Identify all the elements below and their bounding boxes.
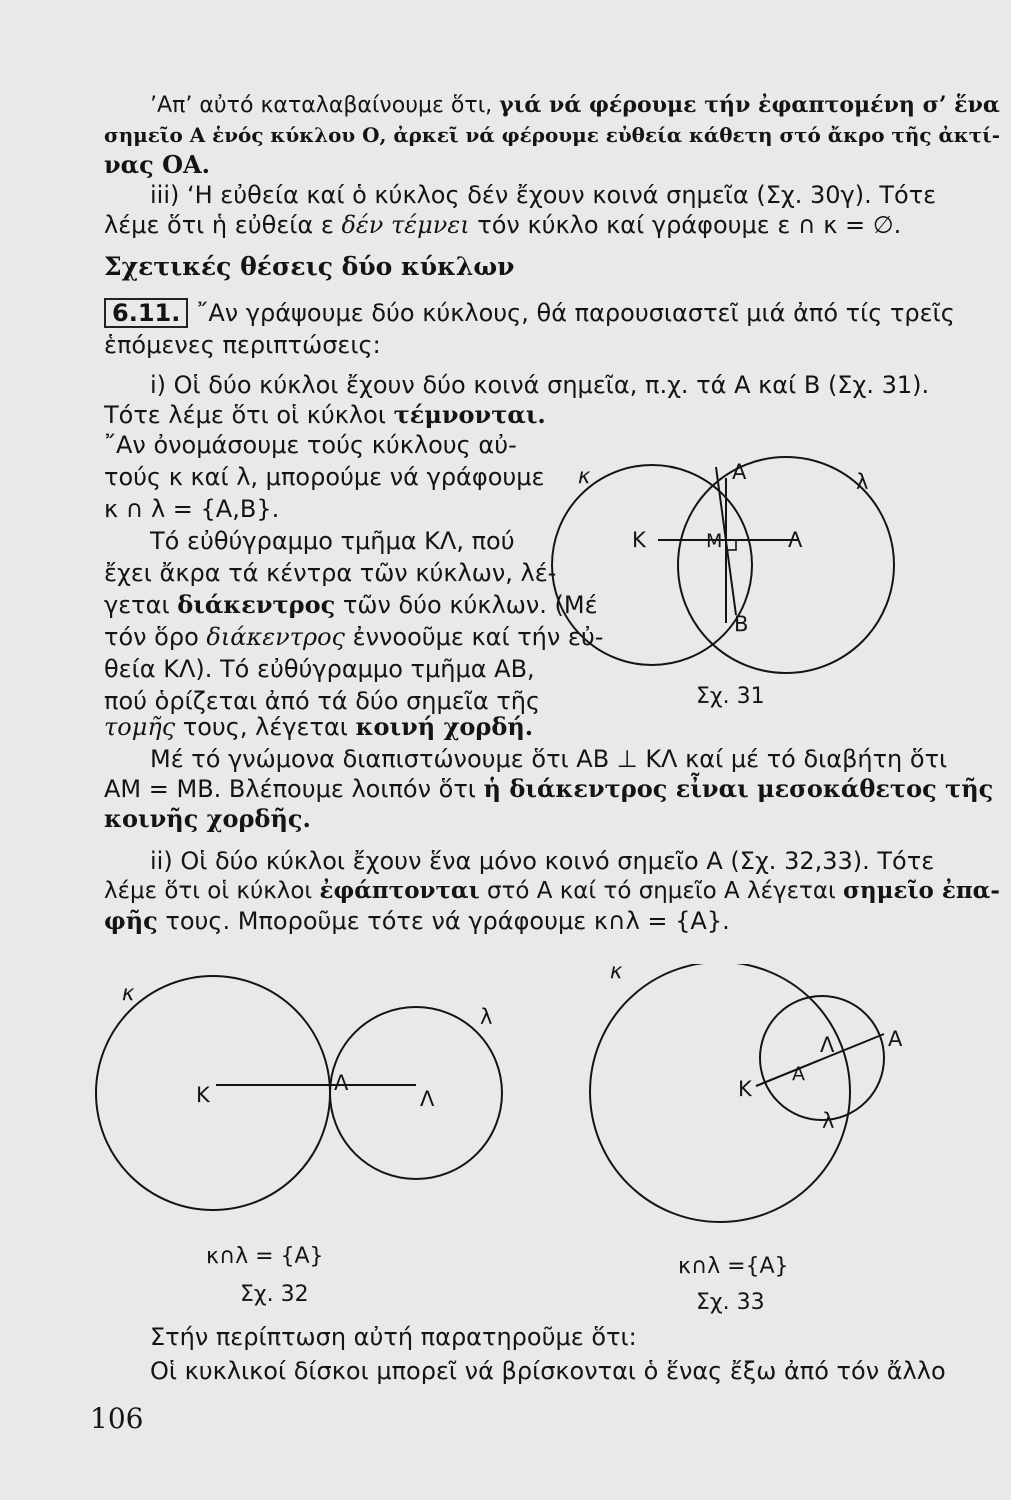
text-line: ’Απ’ αὐτό καταλαβαίνουμε ὅτι, γιά νά φέρουμε τήν ἐφαπτομένη σ’ ἕνα	[150, 92, 1000, 118]
label-k: Κ	[196, 1083, 210, 1107]
text-line: ῎Αν ὀνομάσουμε τούς κύκλους αὐ-	[104, 431, 517, 459]
text-line: θεία ΚΛ). Τό εὐθύγραμμο τμῆμα ΑΒ,	[104, 655, 535, 683]
text-line: κ ∩ λ = {Α,Β}.	[104, 495, 280, 523]
label-k: Κ	[632, 528, 646, 552]
figure-31	[540, 455, 910, 685]
circle-kappa	[590, 964, 850, 1222]
text-line: τομῆς τους, λέγεται κοινή χορδή.	[104, 712, 534, 741]
figure-formula: κ∩λ = {Α}	[206, 1244, 324, 1269]
text-line: Μέ τό γνώμονα διαπιστώνουμε ὅτι ΑΒ ⊥ ΚΛ καί μέ τό διαβήτη ὅτι	[150, 745, 948, 773]
label-k: Κ	[738, 1077, 752, 1101]
text-line: i) Οἱ δύο κύκλοι ἔχουν δύο κοινά σημεῖα, π.χ. τά Α καί Β (Σχ. 31).	[150, 371, 930, 399]
text-line: Τό εὐθύγραμμο τμῆμα ΚΛ, πού	[150, 527, 515, 555]
text-line: λέμε ὅτι οἱ κύκλοι ἐφάπτονται στό Α καί τό σημεῖο Α λέγεται σημεῖο ἐπα-	[104, 877, 1000, 904]
figure-caption: Σχ. 33	[696, 1290, 765, 1315]
text-line: Οἱ κυκλικοί δίσκοι μπορεῖ νά βρίσκονται ὁ ἕνας ἔξω ἀπό τόν ἄλλο	[150, 1357, 946, 1385]
figure-33	[580, 964, 920, 1264]
label-l: Λ	[820, 1033, 835, 1057]
label-kappa: κ	[578, 464, 591, 488]
section-heading: Σχετικές θέσεις δύο κύκλων	[104, 252, 515, 281]
text-line: τόν ὅρο διάκεντρος ἐννοοῦμε καί τήν εὐ-	[104, 623, 604, 651]
label-lambda: λ	[480, 1005, 493, 1029]
text-line: Τότε λέμε ὅτι οἱ κύκλοι τέμνονται.	[104, 400, 546, 429]
text-line: Στήν περίπτωση αὐτή παρατηροῦμε ὅτι:	[150, 1323, 637, 1351]
circle-lambda	[760, 996, 884, 1120]
label-a: Α	[334, 1071, 349, 1095]
text-line: πού ὁρίζεται ἀπό τά δύο σημεῖα τῆς	[104, 687, 541, 715]
label-a: Α	[888, 1027, 903, 1051]
text-line: γεται διάκεντρος τῶν δύο κύκλων. (Μέ	[104, 590, 598, 619]
text-line: iii) ‘Η εὐθεία καί ὁ κύκλος δέν ἔχουν κοινά σημεῖα (Σχ. 30γ). Τότε	[150, 181, 937, 209]
label-kappa: κ	[610, 964, 623, 983]
section-number: 6.11.	[104, 298, 188, 328]
text-line: κοινῆς χορδῆς.	[104, 804, 311, 833]
text-line: σημεῖο Α ἑνός κύκλου Ο, ἀρκεῖ νά φέρουμε εὐθεία κάθετη στό ἄκρο τῆς ἀκτί-	[104, 123, 1001, 147]
text-line: νας ΟΑ.	[104, 150, 210, 179]
center-line-kl	[756, 1060, 820, 1086]
figure-32	[80, 972, 530, 1242]
label-b: Β	[734, 612, 749, 636]
text-line: 6.11. ῎Αν γράψουμε δύο κύκλους, θά παρουσιαστεῖ μιά ἀπό τίς τρεῖς	[104, 298, 955, 328]
label-lambda: λ	[822, 1109, 835, 1133]
text-line: λέμε ὅτι ἡ εὐθεία ε δέν τέμνει τόν κύκλο καί γράφουμε ε ∩ κ = ∅.	[104, 211, 902, 239]
circle-kappa	[96, 976, 330, 1210]
label-kappa: κ	[122, 981, 135, 1005]
text-line: ii) Οἱ δύο κύκλοι ἔχουν ἕνα μόνο κοινό σημεῖο Α (Σχ. 32,33). Τότε	[150, 847, 935, 875]
figure-caption: Σχ. 32	[240, 1282, 309, 1307]
text-line: ΑΜ = ΜΒ. Βλέπουμε λοιπόν ὅτι ἡ διάκεντρος εἶναι μεσοκάθετος τῆς	[104, 774, 994, 803]
label-m: Μ	[706, 530, 723, 552]
figure-formula: κ∩λ ={Α}	[678, 1254, 789, 1279]
text-line: ἑπόμενες περιπτώσεις:	[104, 331, 381, 359]
circle-kappa	[552, 465, 752, 665]
text-line: ἔχει ἄκρα τά κέντρα τῶν κύκλων, λέ-	[104, 559, 557, 587]
page-number: 106	[90, 1402, 144, 1435]
label-l: Λ	[788, 528, 803, 552]
label-lambda: λ	[856, 470, 869, 494]
label-a: Α	[732, 460, 747, 484]
label-l: Λ	[420, 1087, 435, 1111]
label-a-inner: Α	[792, 1063, 805, 1085]
text-line: τούς κ καί λ, μπορούμε νά γράφουμε	[104, 463, 545, 491]
figure-caption: Σχ. 31	[696, 684, 765, 709]
text-line: φῆς τους. Μποροῦμε τότε νά γράφουμε κ∩λ = {Α}.	[104, 906, 730, 935]
circle-lambda	[330, 1007, 502, 1179]
